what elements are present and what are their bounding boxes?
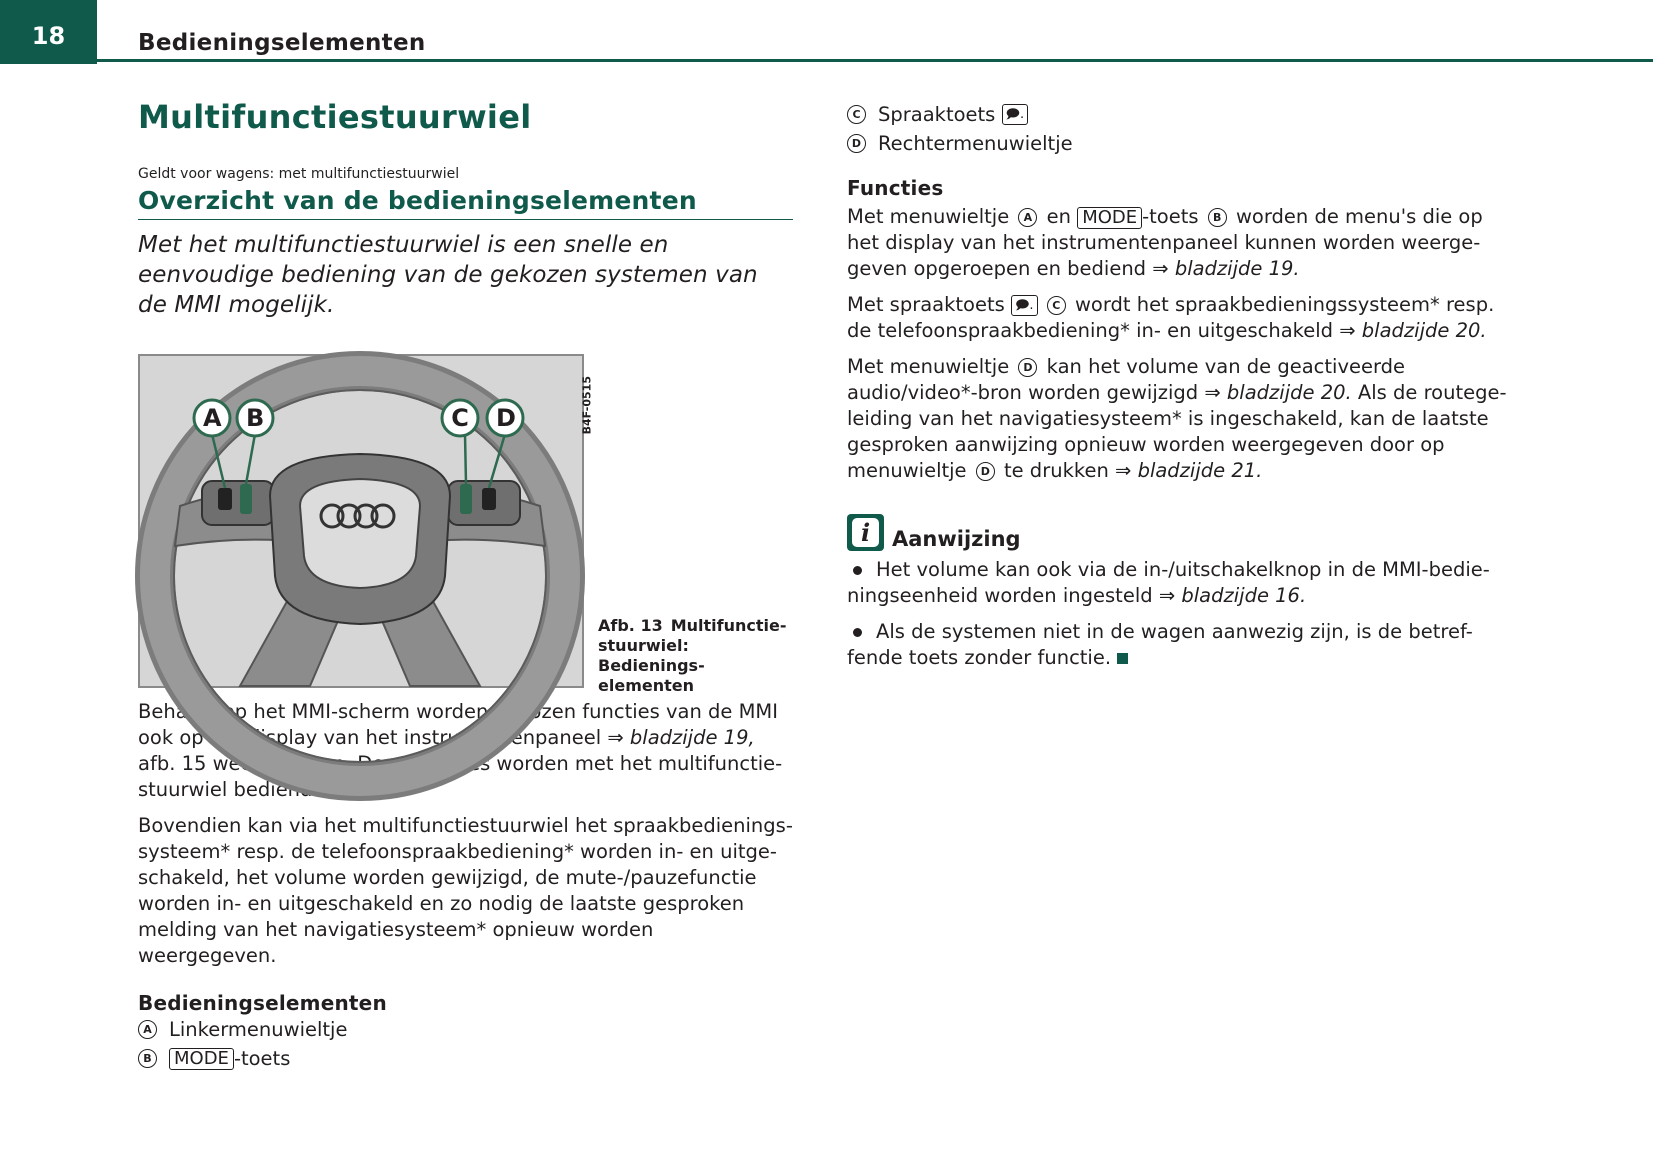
page-reference[interactable]: bladzijde 16. [1181,584,1307,607]
mode-key-icon: MODE [1077,207,1142,229]
callout-letter-icon: C [847,105,866,124]
note-bullet: Het volume kan ook via de in-/uitschakelknop in de MMI-bedie-ningseenheid worden ingesteld ⇒ bladzijde 16. [847,558,1490,607]
note-bullet: Als de systemen niet in de wagen aanwezig zijn, is de betref-fende toets zonder functie. [847,620,1473,669]
page-title: Multifunctiestuurwiel [138,98,532,136]
ref-arrow-icon: ⇒ [1152,257,1169,280]
figure-caption [598,616,798,696]
bullet-icon [853,628,862,637]
controls-heading: Bedieningselementen [138,991,387,1015]
callout-letter-icon: D [976,462,995,481]
end-mark-icon [1117,653,1128,664]
function-paragraph-3: Met menuwieltje D kan het volume van de geactiveerde audio/video*-bron worden gewijzigd ⇒ bladzijde 20. Als de routege-leiding van het navigatiesysteem* is ingeschakeld, kan de laatste gesproken aanwijzing opnieuw worden weergegeven door op menuwieltje D te drukken ⇒ bladzijde 21. [847,355,1507,482]
callout-letter-icon: A [138,1020,157,1039]
page-reference[interactable]: bladzijde 20. [1226,381,1352,404]
page-number-box [0,0,97,64]
ref-arrow-icon: ⇒ [1204,381,1221,404]
callout-letter-icon: B [1208,208,1227,227]
function-paragraph-1: Met menuwieltje A en MODE -toets B worden de menu's die op het display van het instrumentenpaneel kunnen worden weerge-geven opgeroepen en bediend ⇒ bladzijde 19. [847,205,1483,280]
callout-letter-icon: A [1018,208,1037,227]
body-paragraph-1: Behalve op het MMI-scherm worden gekozen functies van de MMI ook op het display van het instrumentenpaneel ⇒ bladzijde 19, afb. 15 weergegeven. Deze functies worden met het multifunctie-stuurwiel bediend. [138,700,783,801]
intro-text: Met het multifunctiestuurwiel is een snelle en eenvoudige bediening van de gekozen systemen van de MMI mogelijk. [138,232,758,318]
page-number: 18 [31,22,66,50]
list-item: B MODE -toets [138,1044,793,1073]
body-paragraph-2: Bovendien kan via het multifunctiestuurwiel het spraakbedienings-systeem* resp. de telefoonspraakbediening* worden in- en uitge-schakeld, het volume worden gewijzigd, de mute-/pauzefunctie worden in- en uitgeschakeld en zo nodig de laatste gesproken melding van het navigatiesysteem* opnieuw worden weergegeven. [138,814,793,967]
voice-key-icon: 🗩. [1011,295,1038,316]
figure-caption-text: Multifunctie-stuurwiel: Bedienings-elementen [598,616,787,695]
list-item: D Rechtermenuwieltje [847,129,1517,158]
steering-wheel-figure [138,354,593,688]
callout-letter-icon: C [1047,296,1066,315]
ref-arrow-icon: ⇒ [1115,459,1132,482]
note-title: Aanwijzing [892,527,1021,551]
callout-a: A [203,404,222,432]
header-section-title: Bedieningselementen [138,30,426,56]
header-rule [97,59,1653,62]
figure-code: B4F-0515 [580,376,593,435]
section-subtitle: Overzicht van de bedieningselementen [138,186,793,220]
figure-caption-label: Afb. 13 [598,616,663,635]
page-reference[interactable]: bladzijde 19. [1174,257,1300,280]
note-box [847,514,1517,671]
callout-d: D [496,404,516,432]
callout-b: B [246,404,265,432]
callout-letter-icon: D [1018,358,1037,377]
list-item: A Linkermenuwieltje [138,1015,793,1044]
page-reference[interactable]: bladzijde 21. [1137,459,1263,482]
mode-key-icon: MODE [169,1048,234,1070]
callout-letter-icon: B [138,1049,157,1068]
function-paragraph-2: Met spraaktoets 🗩. C wordt het spraakbedieningssysteem* resp. de telefoonspraakbediening* in- en uitgeschakeld ⇒ bladzijde 20. [847,293,1495,342]
bullet-icon [853,566,862,575]
ref-arrow-icon: ⇒ [607,726,624,749]
list-item: C Spraaktoets 🗩. [847,100,1517,129]
voice-key-icon: 🗩. [1002,104,1029,125]
callout-letter-icon: D [847,134,866,153]
page-reference[interactable]: bladzijde 19, [629,726,755,749]
left-column [138,90,793,1073]
ref-arrow-icon: ⇒ [1339,319,1356,342]
functions-heading: Functies [847,176,944,200]
figure-row [138,354,793,695]
ref-arrow-icon: ⇒ [1158,584,1176,607]
page-reference[interactable]: bladzijde 20. [1361,319,1487,342]
right-column [847,100,1517,671]
applies-to-note: Geldt voor wagens: met multifunctiestuurwiel [138,166,460,182]
info-icon: i [847,514,884,551]
callout-c: C [451,404,469,432]
